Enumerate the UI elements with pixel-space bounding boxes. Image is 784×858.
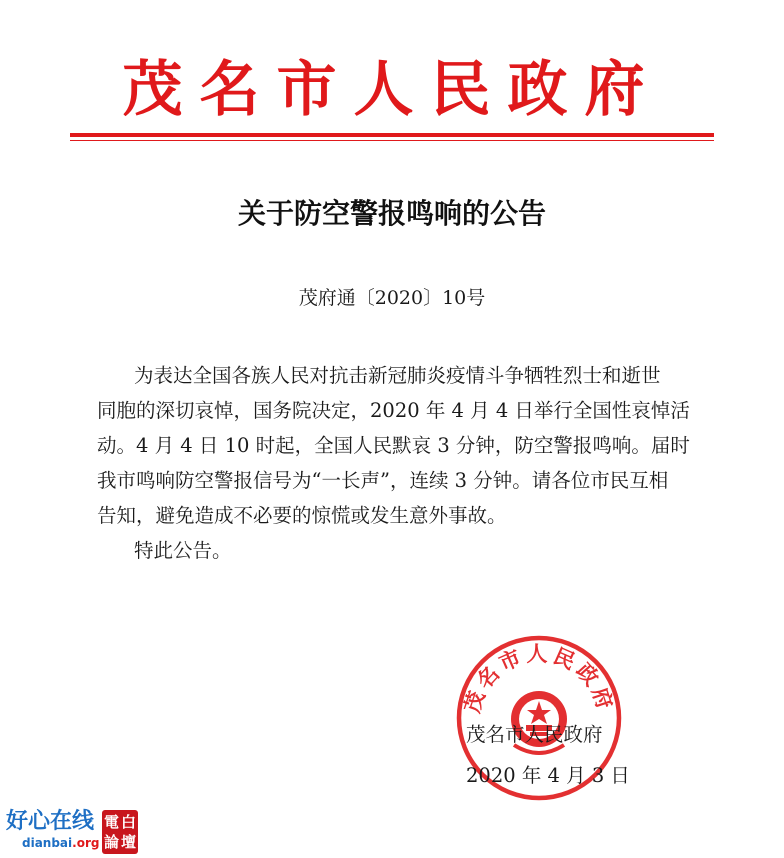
document-title: 关于防空警报鸣响的公告 xyxy=(237,197,546,230)
signature-org: 茂名市人民政府 xyxy=(466,723,603,746)
body-line-2: 同胞的深切哀悼，国务院决定，2020 年 4 月 4 日举行全国性哀悼活 xyxy=(97,399,690,422)
body-line-4: 我市鸣响防空警报信号为“一长声”，连续 3 分钟。请各位市民互相 xyxy=(97,469,669,492)
letterhead-rule-thin xyxy=(70,140,714,141)
watermark-badge-char-3: 論 xyxy=(104,833,120,851)
watermark-domain-main: dianbai xyxy=(22,836,73,850)
body-line-5: 告知，避免造成不必要的惊慌或发生意外事故。 xyxy=(97,504,507,527)
document-number: 茂府通〔2020〕10号 xyxy=(298,287,486,309)
watermark-domain-tld: .org xyxy=(72,836,100,850)
closing-line: 特此公告。 xyxy=(134,539,232,562)
signature-date: 2020 年 4 月 3 日 xyxy=(466,764,630,787)
watermark-badge-char-2: 白 xyxy=(121,813,137,831)
letterhead-title: 茂名市人民政府 xyxy=(122,55,662,125)
seal-text: 茂名市人民政府 xyxy=(459,641,619,716)
watermark-badge xyxy=(102,810,138,854)
letterhead-rule-thick xyxy=(70,133,714,137)
watermark-logo-text: 好心在线 xyxy=(6,809,95,834)
watermark-domain xyxy=(22,836,99,850)
watermark-badge-char-4: 壇 xyxy=(121,833,137,851)
body-line-3: 动。4 月 4 日 10 时起，全国人民默哀 3 分钟，防空警报鸣响。届时 xyxy=(97,434,690,457)
watermark-badge-char-1: 電 xyxy=(104,813,120,831)
body-line-1: 为表达全国各族人民对抗击新冠肺炎疫情斗争牺牲烈士和逝世 xyxy=(134,364,661,387)
